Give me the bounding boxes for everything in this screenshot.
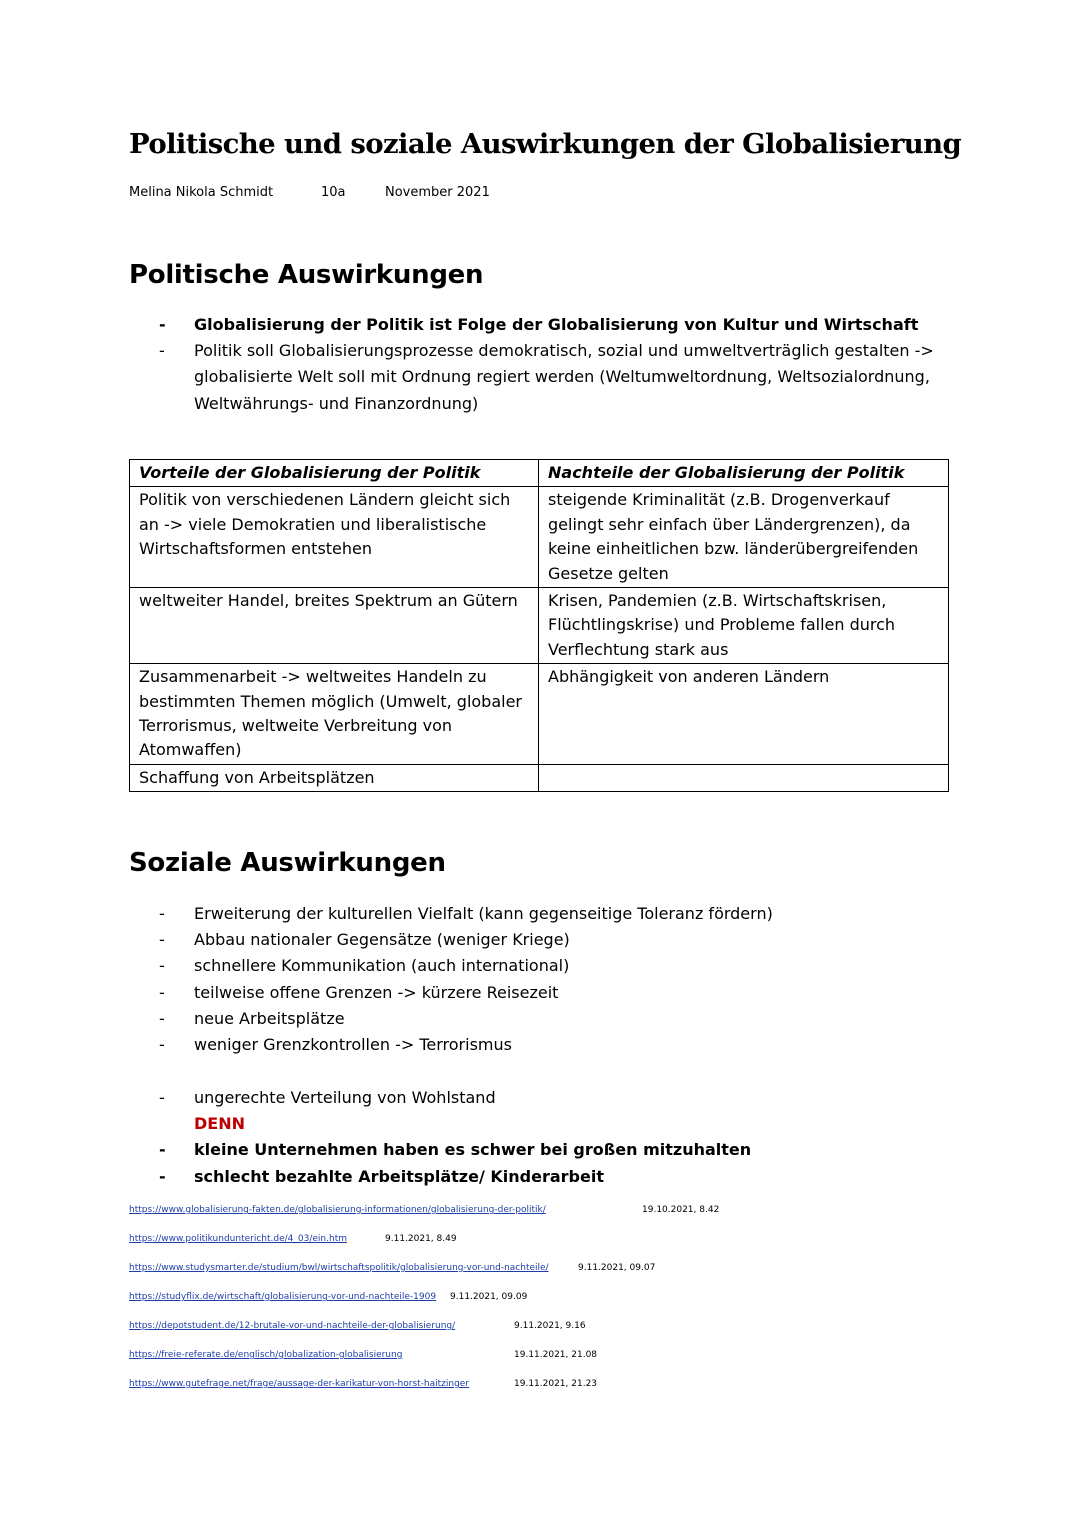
source-item: [129, 1234, 549, 1263]
source-item: [129, 1350, 598, 1379]
list-item: - Globalisierung der Politik ist Folge der Globalisierung von Kultur und Wirtschaft: [129, 312, 954, 338]
author-name: Melina Nikola Schmidt: [129, 185, 274, 200]
sozial-bullet-list: [129, 901, 954, 1058]
table-cell: Abhängigkeit von anderen Ländern: [539, 664, 949, 765]
table-cell: [539, 764, 949, 791]
source-link[interactable]: https://freie-referate.de/englisch/globalization-globalisierung: [129, 1350, 403, 1360]
list-item: - Erweiterung der kulturellen Vielfalt (kann gegenseitige Toleranz fördern): [129, 901, 954, 927]
table-cell: steigende Kriminalität (z.B. Drogenverkauf gelingt sehr einfach über Ländergrenzen), da keine einheitlichen bzw. länderübergreifenden Gesetze gelten: [539, 487, 949, 588]
source-item: [129, 1379, 598, 1408]
list-item-text: ungerechte Verteilung von Wohlstand: [194, 1088, 496, 1107]
table-cell: Krisen, Pandemien (z.B. Wirtschaftskrisen, Flüchtlingskrise) und Probleme fallen durch Verflechtung stark aus: [539, 588, 949, 664]
list-item: - Abbau nationaler Gegensätze (weniger Kriege): [129, 927, 954, 953]
table-row: [130, 664, 949, 765]
table-cell: weltweiter Handel, breites Spektrum an Gütern: [130, 588, 539, 664]
list-item: - teilweise offene Grenzen -> kürzere Reisezeit: [129, 980, 954, 1006]
source-link[interactable]: https://www.globalisierung-fakten.de/globalisierung-informationen/globalisierung-der-politik/: [129, 1205, 546, 1215]
politik-bullet-list: [129, 312, 954, 417]
table-cell: Zusammenarbeit -> weltweites Handeln zu bestimmten Themen möglich (Umwelt, globaler Terrorismus, weltweite Verbreitung von Atomwaffen): [130, 664, 539, 765]
denn-label: DENN: [194, 1114, 245, 1134]
source-list: [129, 1205, 720, 1408]
source-link[interactable]: https://studyflix.de/wirtschaft/globalisierung-vor-und-nachteile-1909: [129, 1292, 437, 1302]
source-item: [129, 1263, 656, 1292]
source-link[interactable]: https://www.politikunduntericht.de/4_03/ein.htm: [129, 1234, 347, 1244]
list-item: - neue Arbeitsplätze: [129, 1006, 954, 1032]
source-item: [129, 1205, 720, 1234]
source-date: 19.11.2021, 21.08: [514, 1350, 598, 1360]
source-date: 9.11.2021, 9.16: [514, 1321, 586, 1331]
table-row: [130, 588, 949, 664]
source-link[interactable]: https://www.gutefrage.net/frage/aussage-der-karikatur-von-horst-haitzinger: [129, 1379, 470, 1389]
source-date: 19.11.2021, 21.23: [514, 1379, 598, 1389]
header-vorteile: Vorteile der Globalisierung der Politik: [130, 460, 539, 487]
source-date: 9.11.2021, 8.49: [385, 1234, 457, 1244]
header-nachteile: Nachteile der Globalisierung der Politik: [539, 460, 949, 487]
document-meta: [129, 185, 490, 200]
list-item: - schnellere Kommunikation (auch international): [129, 953, 954, 979]
table-row: [130, 487, 949, 588]
table-cell: Schaffung von Arbeitsplätzen: [130, 764, 539, 791]
source-date: 9.11.2021, 09.09: [450, 1292, 528, 1302]
class-label: 10a: [321, 185, 346, 200]
list-item: - schlecht bezahlte Arbeitsplätze/ Kinderarbeit: [129, 1164, 954, 1190]
source-item: [129, 1321, 586, 1350]
source-item: [129, 1292, 549, 1321]
list-item: - weniger Grenzkontrollen -> Terrorismus: [129, 1032, 954, 1058]
table-row: [130, 764, 949, 791]
list-item: [129, 1085, 954, 1137]
list-item: - Politik soll Globalisierungsprozesse demokratisch, sozial und umweltverträglich gestalten -> globalisierte Welt soll mit Ordnung regiert werden (Weltumweltordnung, Weltsozialordnung, Weltwährungs- und Finanzordnung): [129, 338, 954, 417]
document-date: November 2021: [385, 185, 490, 200]
heading-soziale-auswirkungen: Soziale Auswirkungen: [129, 848, 446, 878]
list-item: - kleine Unternehmen haben es schwer bei großen mitzuhalten: [129, 1137, 954, 1163]
heading-politische-auswirkungen: Politische Auswirkungen: [129, 260, 484, 290]
source-link[interactable]: https://www.studysmarter.de/studium/bwl/wirtschaftspolitik/globalisierung-vor-und-nachteile/: [129, 1263, 549, 1273]
vor-nachteile-table: [129, 459, 949, 792]
source-date: 19.10.2021, 8.42: [642, 1205, 720, 1215]
document-title: Politische und soziale Auswirkungen der Globalisierung: [129, 128, 962, 160]
source-link[interactable]: https://depotstudent.de/12-brutale-vor-und-nachteile-der-globalisierung/: [129, 1321, 456, 1331]
sozial-nachteile-list: [129, 1085, 954, 1190]
table-cell: Politik von verschiedenen Ländern gleicht sich an -> viele Demokratien und liberalistische Wirtschaftsformen entstehen: [130, 487, 539, 588]
source-date: 9.11.2021, 09.07: [578, 1263, 656, 1273]
table-header-row: [130, 460, 949, 487]
